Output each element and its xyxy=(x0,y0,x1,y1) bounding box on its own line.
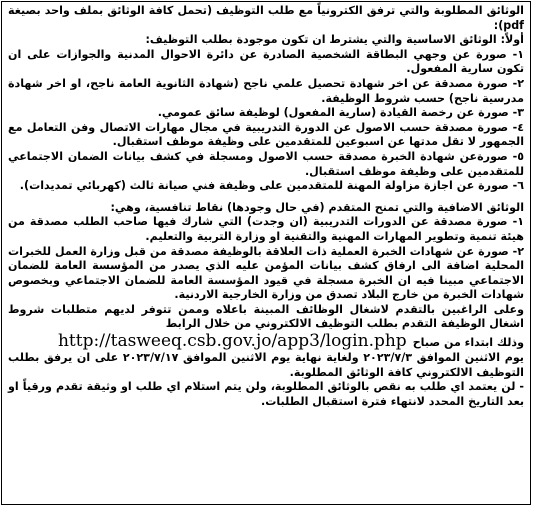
section1-item: ٥- صورةعن شهادة الخبرة مصدقة حسب الاصول ومسجلة في كشف بيانات الضمان الاجتماعي للمتقدمين على وظيفة موظف استقبال. xyxy=(8,149,524,178)
url-row xyxy=(8,332,524,351)
section1-item: ٢- صورة مصدقة عن اخر شهادة تحصيل علمي ناجح (شهادة الثانوية العامة ناجح، او اخر شهادة مدرسية ناجح) حسب شروط الوظيفة. xyxy=(8,76,524,105)
section1-item: ٣- صورة عن رخصة القيادة (سارية المفعول) لوظيفة سائق عمومي. xyxy=(157,106,524,120)
note-text: - لن يعتمد اي طلب به نقص بالوثائق المطلوبة، ولن يتم استلام اي طلب او وثيقة تقدم ورقياً او بعد التاريخ المحدد لانتهاء فترة استقبال الطلبات. xyxy=(8,380,524,408)
invite-text: وعلى الراغبين بالتقدم لاشغال الوظائف المبينة باعلاه وممن تتوفر لديهم متطلبات شروط اشغال الوظيفة التقدم بطلب التوظيف الالكتروني من خلال الرابط xyxy=(8,302,524,331)
section1-item: ٦- صورة عن اجازة مزاولة المهنة للمتقدمين على وظيفة فني صيانة ثالث (كهربائي تمديدات). xyxy=(19,179,524,193)
dates-text: يوم الاثنين الموافق ٢٠٢٣/٧/٣ ولغاية نهاية يوم الاثنين الموافق ٢٠٢٣/٧/١٧ على ان يرفق بطلب التوظيف الالكتروني كافة الوثائق المطلوبة. xyxy=(8,351,524,379)
section1-item: ١- صورة عن وجهي البطاقة الشخصية الصادرة عن دائرة الاحوال المدنية والجوازات على ان تكون سارية المفعول. xyxy=(8,47,524,76)
section1-item: ٤- صورة مصدقة حسب الاصول عن الدورة التدريبية في مجال مهارات الاتصال وفن التعامل مع الجمهور لا تقل مدتها عن اسبوعين للمتقدمين على وظيفة موظف استقبال. xyxy=(8,120,524,149)
section2-item: ٢- صورة عن شهادات الخبرة العملية ذات العلاقة بالوظيفة مصدقة من قبل وزارة العمل للخبرات المحلية اضافة الى ارفاق كشف بيانات المؤمن عليه الذي يصدر من المؤسسة العامة للضمان الاجتماعي مبينا فيه ان الخبرة مسجلة في قيود المؤسسة العامة للضمان الاجتماعي وبخصوص شهادات الخبرة من خارج البلاد تصدق من وزارة الخارجية الاردنية. xyxy=(8,244,524,302)
job-ad-document xyxy=(1,1,531,505)
section2-heading: الوثائق الاضافية والتي تمنح المتقدم (في حال وجودها) نقاط تنافسية، وهي: xyxy=(110,200,524,214)
application-link[interactable]: http://tasweeq.csb.gov.jo/app3/login.php xyxy=(57,331,407,352)
section1-heading: أولاً: الوثائق الاساسية والتي يشترط ان تكون موجودة بطلب التوظيف: xyxy=(145,33,524,47)
intro-text: الوثائق المطلوبة والتي ترفق الكترونياً مع طلب التوظيف (تحمل كافة الوثائق بملف واحد بصيغة pdf): xyxy=(8,4,524,32)
section-gap xyxy=(8,194,524,201)
section2-item: ١- صورة مصدقة عن الدورات التدريبية (ان وجدت) التي شارك فيها صاحب الطلب مصدقة من هيئة تنمية وتطوير المهارات المهنية والتقنية او وزارة التربية والتعليم. xyxy=(8,215,524,243)
url-suffix-text: وذلك ابتداء من صباح xyxy=(412,336,524,350)
